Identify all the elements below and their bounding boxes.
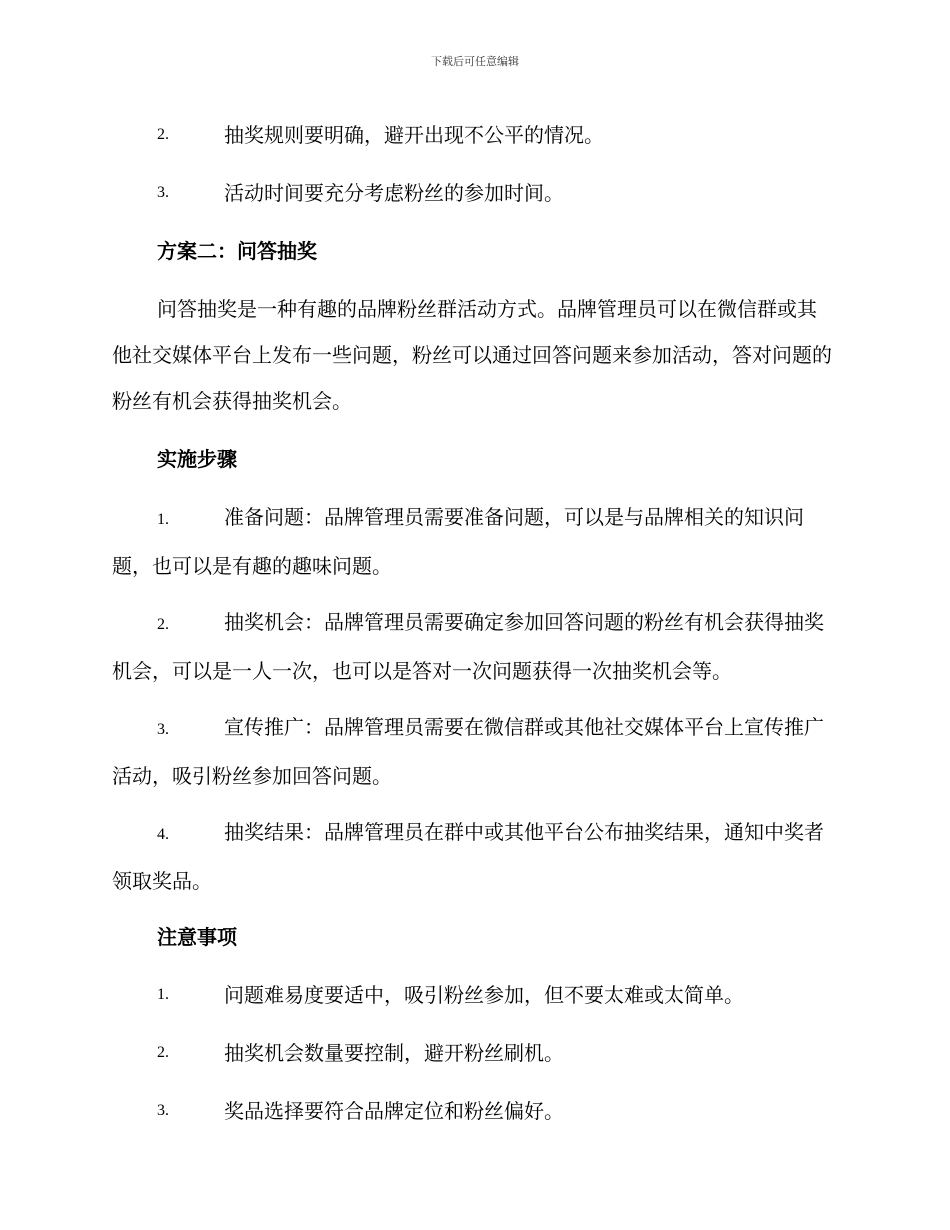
list-item-number: 1. xyxy=(157,511,169,528)
list-item xyxy=(112,1030,836,1076)
list-item-number: 4. xyxy=(157,826,169,843)
list-item-text: 抽奖机会：品牌管理员需要确定参加回答问题的粉丝有机会获得抽奖机会，可以是一人一次，也可以是答对一次问题获得一次抽奖机会等。 xyxy=(112,610,824,683)
list-item-number: 3. xyxy=(157,721,169,738)
list-item xyxy=(112,704,836,799)
page-header: 下载后可任意编辑 xyxy=(431,55,519,68)
section-heading-steps: 实施步骤 xyxy=(157,447,237,471)
list-item xyxy=(112,809,836,904)
list-item-number: 2. xyxy=(157,616,169,633)
plan2-intro-paragraph: 问答抽奖是一种有趣的品牌粉丝群活动方式。品牌管理员可以在微信群或其他社交媒体平台上发布一些问题，粉丝可以通过回答问题来参加活动，答对问题的粉丝有机会获得抽奖机会。 xyxy=(112,297,832,413)
list-item-text: 抽奖规则要明确，避开出现不公平的情况。 xyxy=(224,123,604,147)
list-item-text: 抽奖机会数量要控制，避开粉丝刷机。 xyxy=(224,1041,564,1065)
document-body xyxy=(112,112,836,1146)
list-item-number: 2. xyxy=(157,126,169,143)
list-item-number: 3. xyxy=(157,184,169,201)
section-heading-notes: 注意事项 xyxy=(157,925,237,949)
list-item xyxy=(112,972,836,1018)
list-item xyxy=(112,170,836,216)
list-item-text: 活动时间要充分考虑粉丝的参加时间。 xyxy=(224,181,564,205)
list-item-number: 3. xyxy=(157,1102,169,1119)
list-item-number: 1. xyxy=(157,986,169,1003)
list-item-text: 宣传推广：品牌管理员需要在微信群或其他社交媒体平台上宣传推广活动，吸引粉丝参加回答问题。 xyxy=(112,715,824,788)
list-item-text: 准备问题：品牌管理员需要准备问题，可以是与品牌相关的知识问题，也可以是有趣的趣味问题。 xyxy=(112,505,804,578)
list-item-text: 问题难易度要适中，吸引粉丝参加，但不要太难或太简单。 xyxy=(224,983,744,1007)
list-item-number: 2. xyxy=(157,1044,169,1061)
list-item xyxy=(112,599,836,694)
list-item xyxy=(112,112,836,158)
section-heading-plan2: 方案二：问答抽奖 xyxy=(157,239,317,263)
list-item-text: 奖品选择要符合品牌定位和粉丝偏好。 xyxy=(224,1099,564,1123)
list-item-text: 抽奖结果：品牌管理员在群中或其他平台公布抽奖结果，通知中奖者领取奖品。 xyxy=(112,820,824,893)
list-item xyxy=(112,1088,836,1134)
list-item xyxy=(112,494,836,589)
